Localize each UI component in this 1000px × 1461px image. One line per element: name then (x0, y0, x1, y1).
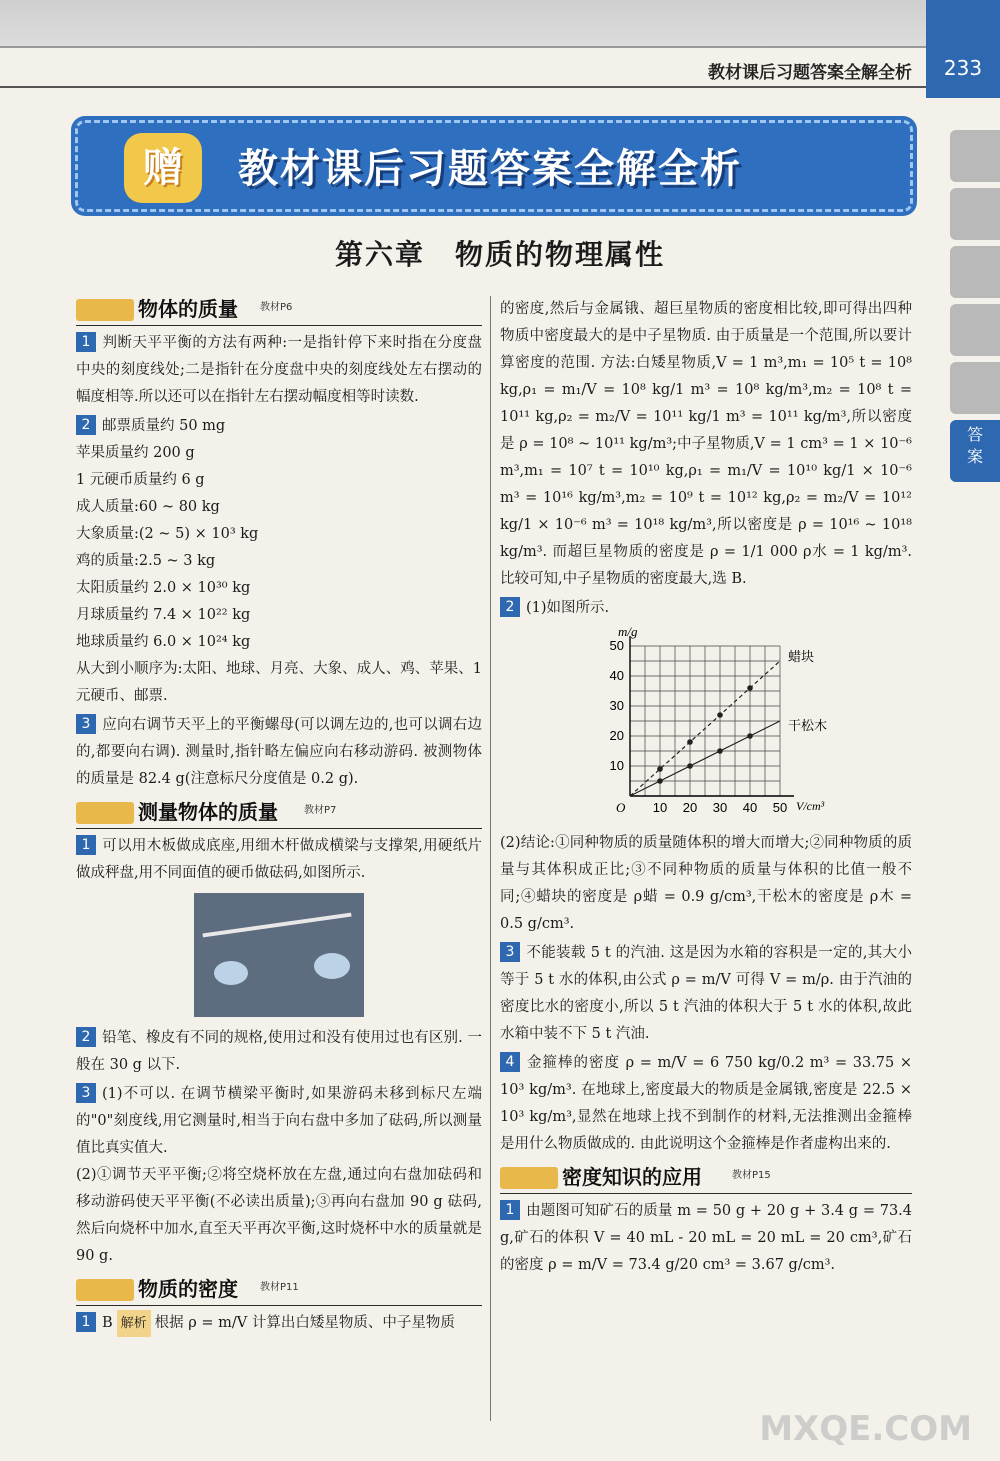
textbook-ref: 教材P6 (260, 302, 293, 313)
answer-4: 4 金箍棒的密度 ρ = m/V = 6 750 kg/0.2 m³ = 33.75 × 10³ kg/m³. 在地球上,密度最大的物质是金属锇,密度是 22.5 × 10³ kg/m³,显然在地球上找不到制作的材料,无法推测出金箍棒是用什么物质做成的. 由此说明这个金箍棒是作者虚构出来的. (500, 1054, 912, 1152)
list-item: 月球质量约 7.4 × 10²² kg (76, 607, 251, 623)
answer-3-part-2: (2)①调节天平平衡;②将空烧杯放在左盘,通过向右盘加砝码和移动游码使天平平衡(不必读出质量);③再向右盘加 90 g 砝码,然后向烧杯中加水,直至天平再次平衡,这时烧杯中水的质量就是 90 g. (76, 1167, 482, 1264)
data-point (747, 685, 753, 691)
question-number: 1 (76, 1312, 96, 1332)
x-tick-label: 30 (712, 800, 728, 815)
x-tick-label: 40 (742, 800, 758, 815)
question-number: 4 (500, 1052, 520, 1072)
gift-badge: 赠 (124, 133, 202, 203)
textbook-ref: 教材P15 (732, 1170, 771, 1181)
list-item: 鸡的质量:2.5 ~ 3 kg (76, 553, 216, 569)
textbook-ref: 教材P7 (304, 805, 337, 816)
section-title: 密度知识的应用 (562, 1165, 702, 1189)
section-header (76, 296, 482, 326)
banner (75, 120, 913, 212)
section-header (76, 799, 482, 829)
list-item: 苹果质量约 200 g (76, 445, 195, 461)
x-tick-label: 20 (682, 800, 698, 815)
chart-svg (590, 626, 890, 826)
x-tick-label: 50 (772, 800, 788, 815)
y-tick-label: 30 (609, 698, 624, 713)
banner-title: 教材课后习题答案全解全析 (238, 146, 742, 192)
side-tab (950, 130, 1000, 182)
origin-label: O (616, 800, 626, 815)
section-tag (76, 299, 134, 321)
question-number: 3 (500, 942, 520, 962)
analysis-tag: 解析 (117, 1310, 151, 1337)
side-tab (950, 304, 1000, 356)
data-point (747, 733, 753, 739)
header-rule (0, 86, 926, 88)
data-point (687, 739, 693, 745)
y-tick-label: 20 (609, 728, 624, 743)
list-item: 大象质量:(2 ~ 5) × 10³ kg (76, 526, 259, 542)
mass-volume-chart (590, 626, 890, 826)
section-header (76, 1276, 482, 1306)
answer-1: 1 可以用木板做成底座,用细木杆做成横梁与支撑架,用硬纸片做成秤盘,用不同面值的硬币做砝码,如图所示. (76, 837, 482, 881)
column-divider (490, 296, 491, 1421)
answer-2-conclusion: (2)结论:①同种物质的质量随体积的增大而增大;②同种物质的质量与其体积成正比;③不同种物质的质量与体积的比值一般不同;④蜡块的密度是 ρ蜡 = 0.9 g/cm³,干松木的密度是 ρ木 = 0.5 g/cm³. (500, 835, 912, 932)
data-point (657, 778, 663, 784)
left-column (76, 296, 482, 1337)
side-tab-answers: 答 案 (950, 420, 1000, 482)
list-item: 从大到小顺序为:太阳、地球、月亮、大象、成人、鸡、苹果、1 元硬币、邮票. (76, 661, 482, 704)
section-title: 物质的密度 (138, 1277, 238, 1301)
question-number: 3 (76, 1083, 96, 1103)
top-decoration-bar (0, 0, 1000, 48)
answer-2: 2 铅笔、橡皮有不同的规格,使用过和没有使用过也有区别. 一般在 30 g 以下. (76, 1029, 482, 1073)
density-analysis: 的密度,然后与金属锇、超巨星物质的密度相比较,即可得出四种物质中密度最大的是中子星物质. 由于质量是一个范围,所以要计算密度的范围. 方法:白矮星物质,V = 1 m³,m₁ = 10⁵ t = 10⁸ kg,ρ₁ = m₁/V = 10⁸ kg/1 m³ = 10⁸ kg/m³,m₂ = 10⁸ t = 10¹¹ kg,ρ₂ = m₂/V = 10¹¹ kg/1 m³ = 10¹¹ kg/m³,所以密度是 ρ = 10⁸ ~ 10¹¹ kg/m³;中子星物质,V = 1 cm³ = 1 × 10⁻⁶ m³,m₁ = 10⁷ t = 10¹⁰ kg,ρ₁ = m₁/V = 10¹⁰ kg/1 × 10⁻⁶ m³ = 10¹⁶ kg/m³,m₂ = 10⁹ t = 10¹² kg,ρ₂ = m₂/V = 10¹² kg/1 × 10⁻⁶ m³ = 10¹⁸ kg/m³,所以密度是 ρ = 10¹⁶ ~ 10¹⁸ kg/m³. 而超巨星物质的密度是 ρ = 1/1 000 ρ水 = 1 kg/m³. 比较可知,中子星物质的密度最大,选 B. (500, 301, 912, 587)
watermark: MXQE.COM (759, 1409, 972, 1449)
question-number: 1 (76, 835, 96, 855)
answer-2: 2 邮票质量约 50 mg (76, 413, 482, 440)
x-axis-label: V/cm³ (796, 799, 825, 813)
answer-1: 1 由题图可知矿石的质量 m = 50 g + 20 g + 3.4 g = 73.4 g,矿石的体积 V = 40 mL - 20 mL = 20 mL = 20 cm³,矿石的密度 ρ = m/V = 73.4 g/20 cm³ = 3.67 g/cm³. (500, 1202, 912, 1273)
question-number: 2 (76, 415, 96, 435)
answer-1: 1 判断天平平衡的方法有两种:一是指针停下来时指在分度盘中央的刻度线处;二是指针在分度盘中央的刻度线处左右摆动的幅度相等.所以还可以在指针左右摆动幅度相等时读数. (76, 334, 482, 405)
question-number: 1 (76, 332, 96, 352)
answer-2: 2 (1)如图所示. (500, 595, 912, 622)
right-column (500, 296, 912, 1279)
answer-3: 3 (1)不可以. 在调节横梁平衡时,如果游码未移到标尺左端的"0"刻度线,用它测量时,相当于向右盘中多加了砝码,所以测量值比真实值大. (76, 1085, 482, 1156)
answer-3: 3 应向右调节天平上的平衡螺母(可以调左边的,也可以调右边的,都要向右调). 测量时,指针略左偏应向右移动游码. 被测物体的质量是 82.4 g(注意标尺分度值是 0.2 g). (76, 716, 482, 787)
textbook-ref: 教材P11 (260, 1282, 299, 1293)
series-label: 蜡块 (788, 650, 815, 665)
side-tab (950, 362, 1000, 414)
data-point (657, 766, 663, 772)
list-item: 1 元硬币质量约 6 g (76, 472, 205, 488)
y-tick-label: 10 (609, 758, 624, 773)
homemade-balance-photo (194, 893, 364, 1017)
answer-3: 3 不能装载 5 t 的汽油. 这是因为水箱的容积是一定的,其大小等于 5 t 水的体积,由公式 ρ = m/V 可得 V = m/ρ. 由于汽油的密度比水的密度小,所以 5 t 汽油的体积大于 5 t 水的体积,故此水箱中装不下 5 t 汽油. (500, 944, 912, 1042)
question-number: 3 (76, 714, 96, 734)
x-tick-label: 10 (652, 800, 668, 815)
section-tag (76, 802, 134, 824)
running-title: 教材课后习题答案全解全析 (708, 63, 912, 83)
page-number: 233 (926, 0, 1000, 98)
section-title: 物体的质量 (138, 297, 238, 321)
data-point (717, 712, 723, 718)
question-number: 2 (76, 1027, 96, 1047)
series-label: 干松木 (788, 719, 828, 734)
data-point (717, 748, 723, 754)
section-tag (500, 1167, 558, 1189)
side-tabs (950, 130, 1000, 488)
y-tick-label: 40 (609, 668, 624, 683)
chapter-title: 第六章 物质的物理属性 (334, 238, 665, 271)
data-point (687, 763, 693, 769)
y-axis-label: m/g (618, 626, 638, 639)
section-tag (76, 1279, 134, 1301)
section-header (500, 1164, 912, 1194)
question-number: 2 (500, 597, 520, 617)
list-item: 太阳质量约 2.0 × 10³⁰ kg (76, 580, 251, 596)
list-item: 成人质量:60 ~ 80 kg (76, 499, 220, 515)
question-number: 1 (500, 1200, 520, 1220)
list-item: 地球质量约 6.0 × 10²⁴ kg (76, 634, 251, 650)
section-title: 测量物体的质量 (138, 800, 278, 824)
y-tick-label: 50 (609, 638, 624, 653)
answer-1: 1 B 解析 根据 ρ = m/V 计算出白矮星物质、中子星物质 (76, 1310, 482, 1337)
